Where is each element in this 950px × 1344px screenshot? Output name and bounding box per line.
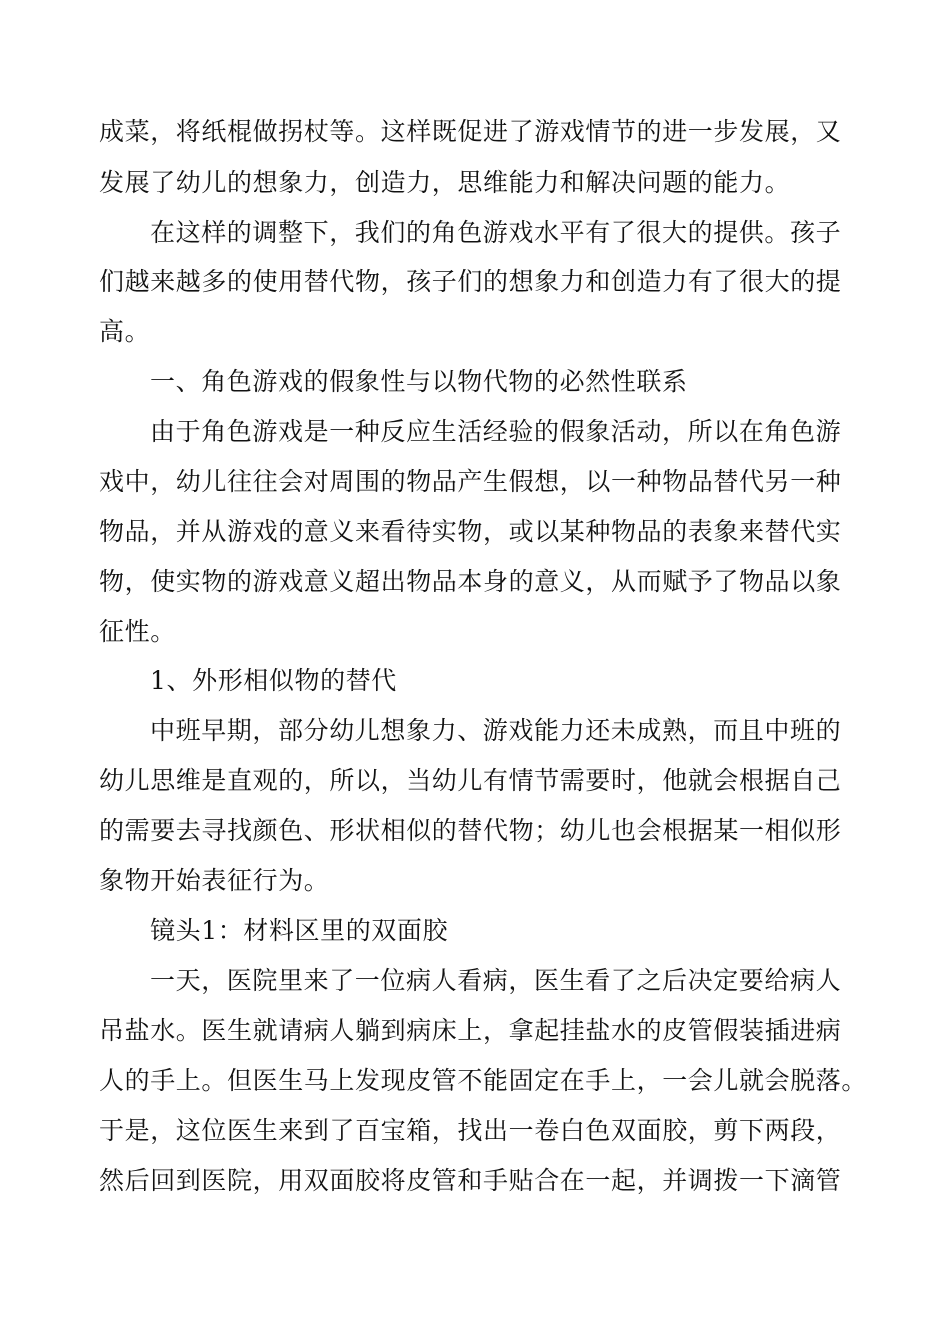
text-line: 吊盐水。医生就请病人躺到病床上，拿起挂盐水的皮管假装插进病 [99, 1016, 842, 1045]
text-line: 发展了幼儿的想象力，创造力，思维能力和解决问题的能力。 [99, 168, 791, 197]
scene-heading: 镜头1：材料区里的双面胶 [150, 916, 449, 945]
text-line: 一天，医院里来了一位病人看病，医生看了之后决定要给病人 [150, 966, 842, 995]
text-line: 物，使实物的游戏意义超出物品本身的意义，从而赋予了物品以象 [99, 567, 842, 596]
section-heading: 一、角色游戏的假象性与以物代物的必然性联系 [150, 367, 688, 396]
text-line: 物品，并从游戏的意义来看待实物，或以某种物品的表象来替代实 [99, 517, 842, 546]
text-line: 们越来越多的使用替代物，孩子们的想象力和创造力有了很大的提 [99, 267, 842, 296]
text-line: 的需要去寻找颜色、形状相似的替代物；幼儿也会根据某一相似形 [99, 816, 842, 845]
text-line: 戏中，幼儿往往会对周围的物品产生假想，以一种物品替代另一种 [99, 467, 842, 496]
text-line: 人的手上。但医生马上发现皮管不能固定在手上，一会儿就会脱落。 [99, 1066, 868, 1095]
text-line: 中班早期，部分幼儿想象力、游戏能力还未成熟，而且中班的 [150, 716, 842, 745]
text-line: 征性。 [99, 617, 176, 646]
text-line: 幼儿思维是直观的，所以，当幼儿有情节需要时，他就会根据自己 [99, 766, 842, 795]
text-line: 成菜，将纸棍做拐杖等。这样既促进了游戏情节的进一步发展，又 [99, 117, 842, 146]
subsection-heading: 1、外形相似物的替代 [150, 666, 397, 695]
text-line: 然后回到医院，用双面胶将皮管和手贴合在一起，并调拨一下滴管 [99, 1166, 842, 1195]
text-line: 于是，这位医生来到了百宝箱，找出一卷白色双面胶，剪下两段， [99, 1116, 842, 1145]
text-line: 象物开始表征行为。 [99, 866, 330, 895]
text-line: 高。 [99, 317, 151, 346]
text-line: 在这样的调整下，我们的角色游戏水平有了很大的提供。孩子 [150, 218, 842, 247]
text-line: 由于角色游戏是一种反应生活经验的假象活动，所以在角色游 [150, 417, 842, 446]
